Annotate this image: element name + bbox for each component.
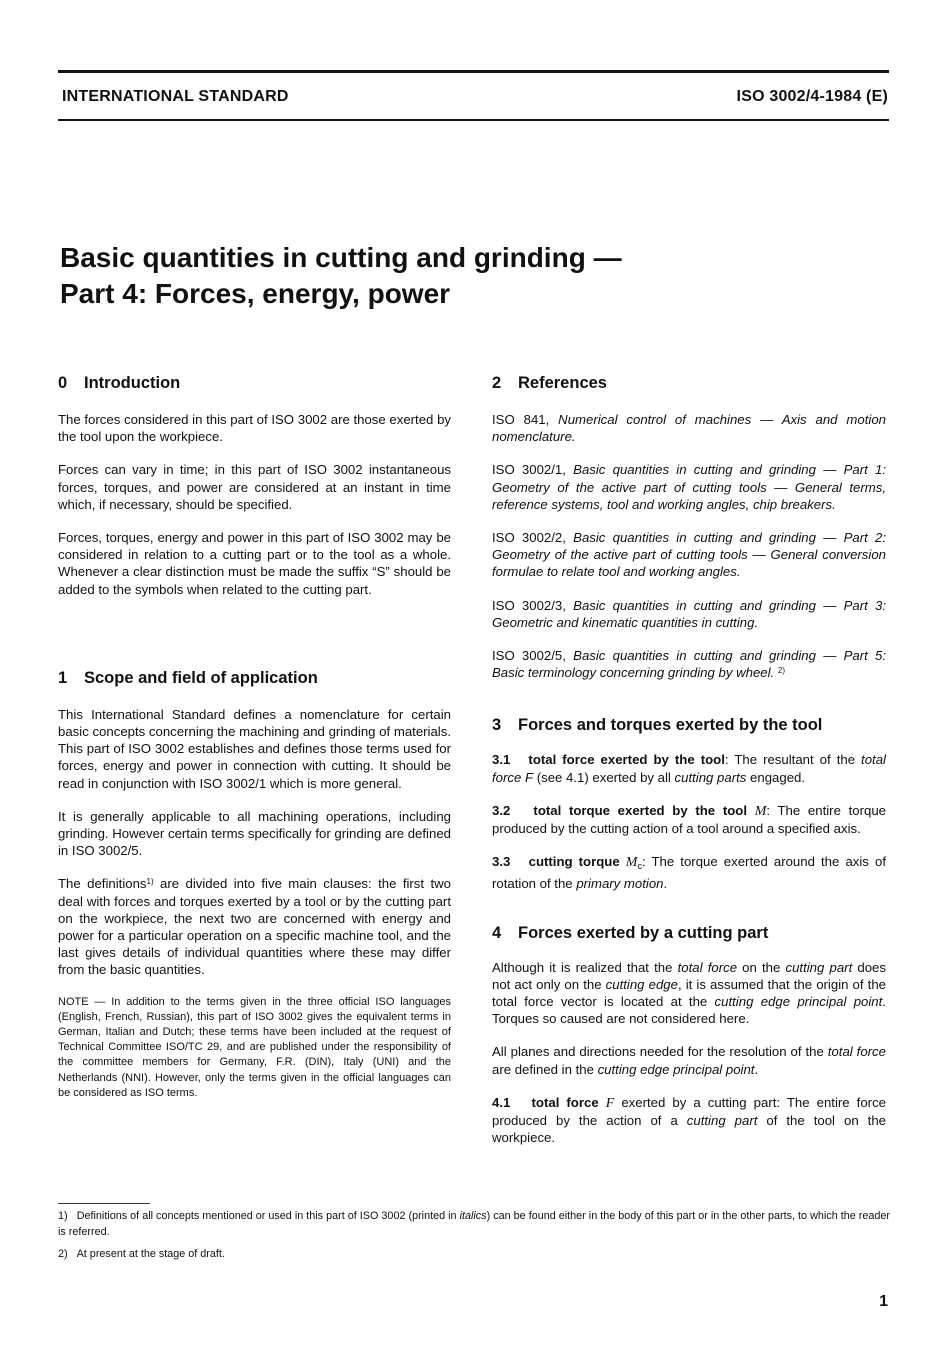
reference-item: ISO 3002/5, Basic quantities in cutting and grinding — Part 5: Basic terminology concerning grinding by wheel. $^{2)}$ (492, 648, 886, 681)
title-line-2: Part 4: Forces, energy, power (60, 278, 451, 309)
document-title (60, 240, 622, 312)
section-1-paragraph: The definitions$^{1)}$ are divided into five main clauses: the first two deal with forces and torques exerted by a tool or by the cutting part on the workpiece, the next two are concerned with energy and power for a particular operation on a specific machine tool, and the last gives details of individual quantities where these may differ from the basic quantities. (58, 876, 451, 978)
left-column (58, 373, 451, 1101)
header-top-rule (58, 70, 889, 73)
document-type: INTERNATIONAL STANDARD (62, 88, 289, 105)
section-3-heading: 3 Forces and torques exerted by the tool (492, 716, 823, 735)
reference-item: ISO 841, Numerical control of machines — Axis and motion nomenclature. (492, 412, 886, 445)
section-2-heading: 2 References (492, 374, 607, 392)
section-4-heading: 4 Forces exerted by a cutting part (492, 923, 769, 942)
reference-item: ISO 3002/3, Basic quantities in cutting and grinding — Part 3: Geometric and kinematic quantities in cutting. (492, 597, 886, 630)
section-0-paragraph: The forces considered in this part of ISO 3002 are those exerted by the tool upon the workpiece. (58, 412, 451, 445)
footnote-ref-1: 1) (146, 877, 154, 887)
section-0-paragraph: Forces, torques, energy and power in this part of ISO 3002 may be considered in relation to a cutting part or to the tool as a whole. Whenever a clear distinction must be made the suffix “S” should be added to the symbols when related to the cutting part. (58, 530, 451, 597)
right-column (492, 373, 886, 1146)
document-reference: ISO 3002/4-1984 (E) (736, 88, 888, 105)
section-1-paragraph: This International Standard defines a nomenclature for certain basic concepts concerning the machining and grinding of materials. This part of ISO 3002 establishes and defines those terms used for forces, energy and power in connection with cutting. It should be read in conjunction with ISO 3002/1 which is more general. (58, 706, 451, 791)
footnote-1: 1) Definitions of all concepts mentioned or used in this part of ISO 3002 (printed in italics) can be found either in the body of this part or in the other parts, to which the reader is referred. (58, 1210, 890, 1238)
clause-3-1: 3.1 total force exerted by the tool: The resultant of the total force F (see 4.1) exerted by all cutting parts engaged. (492, 752, 886, 785)
header-bottom-rule (58, 119, 889, 121)
reference-item: ISO 3002/1, Basic quantities in cutting and grinding — Part 1: Geometry of the active part of cutting tools — General terms, reference systems, tool and working angles, chip breakers. (492, 462, 886, 512)
clause-4-1: 4.1 total force F exerted by a cutting part: The entire force produced by the action of a cutting part of the tool on the workpiece. (492, 1094, 886, 1146)
section-4-paragraph: All planes and directions needed for the resolution of the total force are defined in the cutting edge principal point. (492, 1044, 886, 1077)
clause-3-2: 3.2 total torque exerted by the tool M: The entire torque produced by the cutting action of a tool around a specified axis. (492, 802, 886, 837)
footnote-rule (58, 1203, 150, 1204)
section-0-paragraph: Forces can vary in time; in this part of ISO 3002 instantaneous forces, torques, and power are considered at an instant in time which, if necessary, should be specified. (58, 462, 451, 512)
section-0-heading: 0 Introduction (58, 374, 181, 392)
footnote-2: 2) At present at the stage of draft. (58, 1248, 225, 1260)
page-number: 1 (879, 1293, 888, 1310)
title-line-1: Basic quantities in cutting and grinding — (60, 242, 622, 273)
section-1-paragraph: It is generally applicable to all machining operations, including grinding. However certain terms specifically for grinding are defined in ISO 3002/5. (58, 808, 451, 859)
reference-item: ISO 3002/2, Basic quantities in cutting and grinding — Part 2: Geometry of the active part of cutting tools — General conversion formulae to relate tool and working angles. (492, 530, 886, 580)
section-1-heading: 1 Scope and field of application (58, 668, 318, 687)
note: NOTE — In addition to the terms given in the three official ISO languages (English, French, Russian), this part of ISO 3002 gives the equivalent terms in German, Italian and Dutch; these terms have been included at the request of Technical Committee ISO/TC 29, and are published under the responsibility of the committee members for Germany, F.R. (DIN), Italy (UNI) and the Netherlands (NNI). However, only the terms given in the official languages can be considered as ISO terms. (58, 995, 451, 1099)
footnote-ref-2: 2) (777, 666, 786, 676)
clause-3-3: 3.3 cutting torque $M_c$: The torque exerted around the axis of rotation of the primary motion. (492, 854, 886, 892)
section-4-paragraph: Although it is realized that the total force on the cutting part does not act only on the cutting edge, it is assumed that the origin of the total force vector is located at the cutting edge principal point. Torques so caused are not considered here. (492, 959, 886, 1027)
